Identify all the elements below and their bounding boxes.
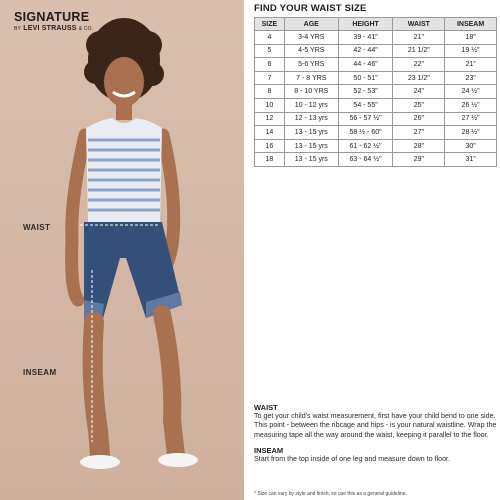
cell-size: 5	[255, 44, 285, 58]
cell-size: 8	[255, 85, 285, 99]
table-row	[255, 44, 497, 58]
size-table	[254, 17, 497, 167]
cell-inseam: 21"	[445, 58, 497, 72]
cell-height: 52 - 53"	[338, 85, 393, 99]
cell-height: 44 - 46"	[338, 58, 393, 72]
cell-height: 50 - 51"	[338, 71, 393, 85]
header-waist: WAIST	[393, 18, 445, 31]
table-row	[255, 31, 497, 45]
waist-label: WAIST	[23, 223, 51, 232]
cell-size: 7	[255, 71, 285, 85]
waist-note-title: WAIST	[254, 403, 278, 412]
cell-height: 61 - 62 ½"	[338, 139, 393, 153]
inseam-note-title: INSEAM	[254, 445, 284, 455]
cell-inseam: 28 ½"	[445, 126, 497, 140]
cell-waist: 27"	[393, 126, 445, 140]
table-row	[255, 153, 497, 167]
header-inseam: INSEAM	[445, 18, 497, 31]
cell-inseam: 18"	[445, 31, 497, 45]
size-rows	[255, 31, 497, 167]
cell-height: 56 - 57 ½"	[338, 112, 393, 126]
cell-inseam: 26 ½"	[445, 98, 497, 112]
table-row	[255, 139, 497, 153]
cell-waist: 24"	[393, 85, 445, 99]
brand-by: BY	[14, 26, 22, 32]
cell-size: 12	[255, 112, 285, 126]
inseam-label: INSEAM	[23, 368, 57, 377]
header-size: SIZE	[255, 18, 285, 31]
cell-age: 3-4 YRS	[284, 31, 338, 45]
model-photo-panel	[0, 0, 244, 500]
cell-size: 4	[255, 31, 285, 45]
cell-waist: 21"	[393, 31, 445, 45]
cell-height: 54 - 55"	[338, 98, 393, 112]
cell-waist: 25"	[393, 98, 445, 112]
cell-inseam: 27 ½"	[445, 112, 497, 126]
cell-waist: 26"	[393, 112, 445, 126]
footnote: * Size can vary by style and finish, so use this as a general guideline.	[254, 491, 407, 497]
header-age: AGE	[284, 18, 338, 31]
cell-inseam: 19 ½"	[445, 44, 497, 58]
inseam-note-text: Start from the top inside of one leg and measure down to floor.	[254, 455, 450, 464]
cell-age: 10 - 12 yrs	[284, 98, 338, 112]
cell-size: 16	[255, 139, 285, 153]
cell-age: 13 - 15 yrs	[284, 126, 338, 140]
measurement-notes	[254, 403, 498, 470]
cell-inseam: 23"	[445, 71, 497, 85]
table-row	[255, 58, 497, 72]
cell-size: 6	[255, 58, 285, 72]
table-header-row	[255, 18, 497, 31]
cell-waist: 21 1/2"	[393, 44, 445, 58]
table-row	[255, 112, 497, 126]
cell-height: 63 - 64 ½"	[338, 153, 393, 167]
table-row	[255, 126, 497, 140]
waist-note-text: To get your child's waist measurement, first have your child bend to one side. This point - between the ribcage and hips - is your natural waistline. Wrap the measuring tape all the way around the waist, keeping it parallel to the floor.	[254, 412, 497, 439]
brand-suffix: & CO.	[78, 26, 94, 32]
cell-size: 18	[255, 153, 285, 167]
cell-age: 7 - 8 YRS	[284, 71, 338, 85]
cell-waist: 28"	[393, 139, 445, 153]
table-row	[255, 85, 497, 99]
cell-inseam: 24 ½"	[445, 85, 497, 99]
brand-company: LEVI STRAUSS	[23, 25, 77, 32]
cell-height: 39 - 41"	[338, 31, 393, 45]
cell-age: 5-6 YRS	[284, 58, 338, 72]
cell-height: 58 ½ - 60"	[338, 126, 393, 140]
cell-age: 13 - 15 yrs	[284, 153, 338, 167]
cell-waist: 29"	[393, 153, 445, 167]
cell-size: 14	[255, 126, 285, 140]
cell-inseam: 31"	[445, 153, 497, 167]
table-row	[255, 98, 497, 112]
brand-name: SIGNATURE	[14, 10, 90, 24]
cell-waist: 23 1/2"	[393, 71, 445, 85]
cell-size: 10	[255, 98, 285, 112]
model-illustration	[0, 0, 244, 500]
cell-age: 12 - 13 yrs	[284, 112, 338, 126]
cell-age: 4-5 YRS	[284, 44, 338, 58]
cell-age: 13 - 15 yrs	[284, 139, 338, 153]
cell-inseam: 30"	[445, 139, 497, 153]
chart-title: FIND YOUR WAIST SIZE	[254, 3, 367, 14]
cell-waist: 22"	[393, 58, 445, 72]
table-row	[255, 71, 497, 85]
header-height: HEIGHT	[338, 18, 393, 31]
cell-height: 42 - 44"	[338, 44, 393, 58]
cell-age: 8 - 10 YRS	[284, 85, 338, 99]
